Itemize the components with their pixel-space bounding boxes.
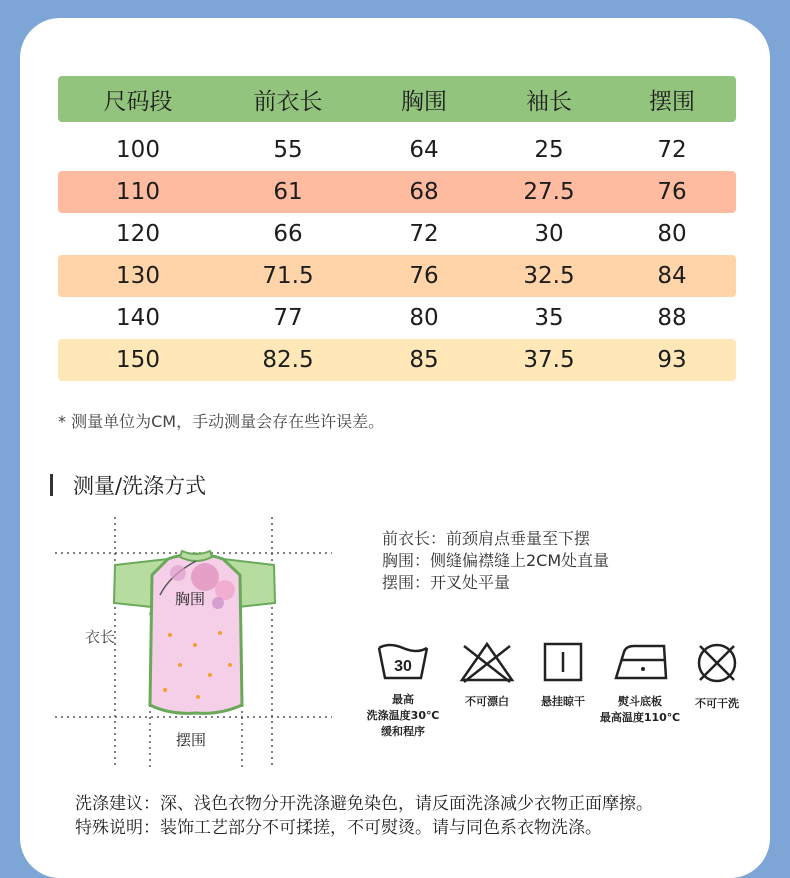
section-title — [50, 470, 206, 500]
measurement-note: * 测量单位为CM，手动测量会存在些许误差。 — [58, 412, 385, 431]
table-cell: 32.5 — [523, 263, 575, 289]
table-cell: 76 — [409, 263, 439, 289]
table-cell: 72 — [657, 137, 687, 163]
header-hem: 摆围 — [649, 88, 695, 115]
table-cell: 84 — [657, 263, 687, 289]
table-cell: 100 — [116, 137, 160, 163]
table-cell: 55 — [273, 137, 303, 163]
advice-washing: 洗涤建议：深、浅色衣物分开洗涤避免染色，请反面洗涤减少衣物正面摩擦。 — [75, 794, 653, 814]
table-cell: 76 — [657, 179, 687, 205]
title-bar — [50, 474, 53, 496]
care-label-line: 最高 — [392, 693, 414, 706]
washing-advice — [75, 792, 653, 840]
table-cell: 64 — [409, 137, 439, 163]
care-item-no-bleach — [454, 640, 520, 710]
care-label-no-bleach: 不可漂白 — [465, 695, 509, 708]
header-size: 尺码段 — [103, 88, 173, 115]
iron-icon — [610, 640, 670, 684]
table-cell: 140 — [116, 305, 160, 331]
table-cell: 93 — [657, 347, 687, 373]
wash-temp-number: 30 — [394, 658, 412, 675]
care-label-line-dry: 悬挂晾干 — [541, 695, 585, 708]
table-cell: 37.5 — [523, 347, 575, 373]
header-sleeve: 袖长 — [526, 88, 572, 115]
care-item-iron — [598, 640, 682, 726]
table-cell: 150 — [116, 347, 160, 373]
table-cell: 80 — [657, 221, 687, 247]
care-label-line: 熨斗底板 — [618, 695, 662, 708]
table-cell: 25 — [534, 137, 564, 163]
measurement-instructions — [382, 528, 609, 594]
instruction-chest: 胸围：侧缝偏襟缝上2CM处直量 — [382, 551, 610, 570]
table-row — [58, 255, 736, 297]
care-label-wash — [360, 692, 446, 740]
chest-label: 胸围 — [175, 590, 206, 608]
table-cell: 130 — [116, 263, 160, 289]
wash-30-icon — [375, 640, 431, 682]
care-label-no-dry-clean: 不可干洗 — [695, 697, 739, 710]
table-cell: 68 — [409, 179, 439, 205]
size-table — [58, 76, 736, 381]
size-table-header — [58, 76, 736, 122]
line-dry-icon — [541, 640, 585, 684]
table-cell: 80 — [409, 305, 439, 331]
table-cell: 85 — [409, 347, 439, 373]
table-cell: 110 — [116, 179, 160, 205]
no-dry-clean-icon — [694, 640, 740, 686]
table-row — [58, 339, 736, 381]
hem-label: 摆围 — [176, 731, 207, 749]
table-cell: 88 — [657, 305, 687, 331]
care-label-line: 最高温度110℃ — [599, 711, 681, 724]
care-item-line-dry — [532, 640, 594, 710]
table-cell: 35 — [534, 305, 564, 331]
table-row — [58, 129, 736, 171]
table-cell: 61 — [273, 179, 303, 205]
table-cell: 82.5 — [262, 347, 314, 373]
care-symbols — [360, 640, 760, 750]
header-chest: 胸围 — [401, 88, 447, 115]
measurement-diagram — [50, 515, 350, 775]
table-cell: 71.5 — [262, 263, 314, 289]
table-cell: 27.5 — [523, 179, 575, 205]
care-label-line: 缓和程序 — [381, 725, 425, 738]
table-cell: 30 — [534, 221, 564, 247]
table-cell: 120 — [116, 221, 160, 247]
table-cell: 72 — [409, 221, 439, 247]
table-cell: 77 — [273, 305, 303, 331]
no-bleach-icon — [458, 640, 516, 684]
instruction-hem: 摆围：开叉处平量 — [382, 573, 511, 592]
care-label-line: 洗涤温度30℃ — [366, 709, 440, 722]
care-label-iron — [598, 694, 682, 726]
care-item-no-dry-clean — [686, 640, 748, 712]
advice-special: 特殊说明：装饰工艺部分不可揉搓，不可熨烫。请与同色系衣物洗涤。 — [75, 818, 602, 838]
instruction-front-length: 前衣长：前颈肩点垂量至下摆 — [382, 529, 591, 548]
care-item-wash — [360, 640, 446, 740]
table-row — [58, 297, 736, 339]
section-title-text: 测量/洗涤方式 — [73, 474, 207, 498]
table-row — [58, 171, 736, 213]
header-front-length: 前衣长 — [253, 88, 323, 115]
length-label: 衣长 — [85, 628, 116, 646]
table-row — [58, 213, 736, 255]
table-cell: 66 — [273, 221, 303, 247]
